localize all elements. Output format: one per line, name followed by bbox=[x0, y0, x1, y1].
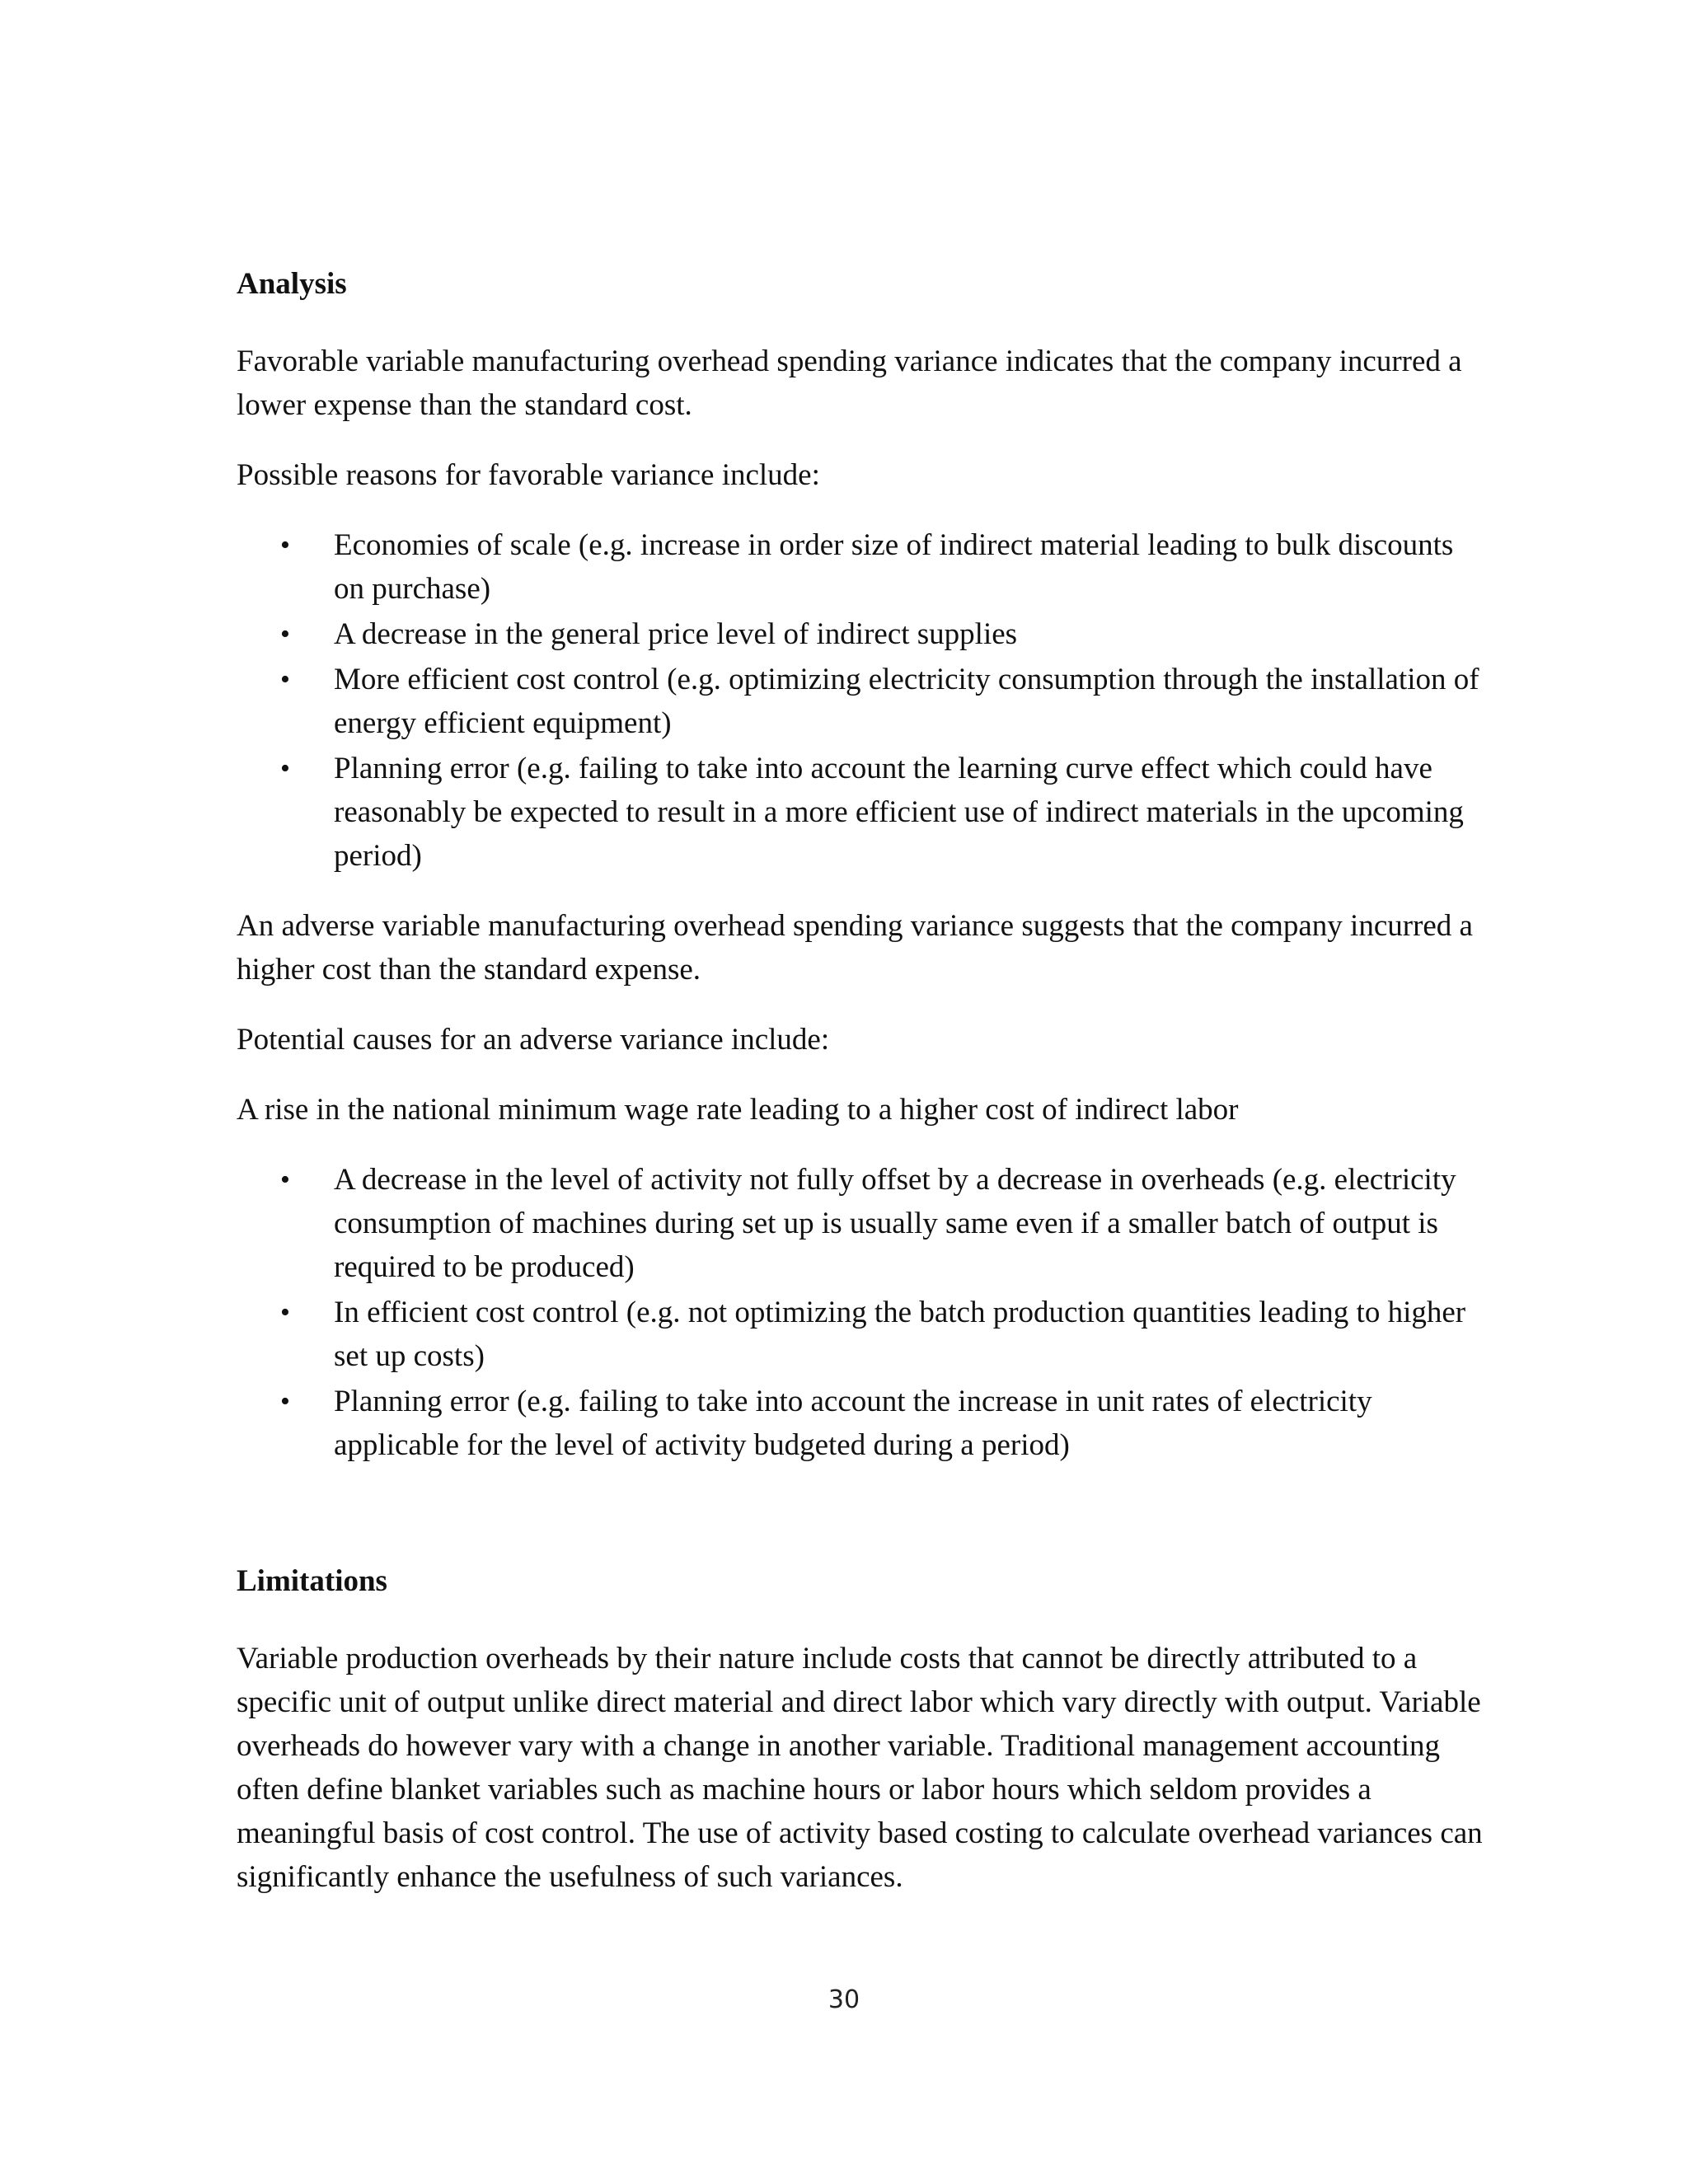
list-item-text: Planning error (e.g. failing to take into account the increase in unit rates of electricity applicable for the level of activity budgeted during a period) bbox=[334, 1385, 1372, 1462]
list-item bbox=[280, 612, 1489, 656]
page-number: 30 bbox=[828, 1985, 860, 2014]
list-item-text: More efficient cost control (e.g. optimizing electricity consumption through the installation of energy efficient equipment) bbox=[334, 663, 1479, 740]
bullet-icon: • bbox=[280, 1386, 290, 1417]
list-item-text: In efficient cost control (e.g. not optimizing the batch production quantities leading to higher set up costs) bbox=[334, 1296, 1466, 1373]
page-content bbox=[237, 262, 1489, 1925]
bullet-icon: • bbox=[280, 664, 290, 695]
list-item bbox=[280, 1291, 1489, 1378]
adverse-reason-wage-rate: A rise in the national minimum wage rate leading to a higher cost of indirect labor bbox=[237, 1093, 1239, 1127]
analysis-paragraph-adverse: An adverse variable manufacturing overhead spending variance suggests that the company incurred a higher cost than the standard expense. bbox=[237, 909, 1473, 987]
bullet-icon: • bbox=[280, 530, 290, 560]
section-spacer bbox=[237, 1493, 1489, 1559]
limitations-paragraph: Variable production overheads by their nature include costs that cannot be directly attributed to a specific unit of output unlike direct material and direct labor which vary directly with output. Variable overheads do however vary with a change in another variable. Traditional management accounting often define blanket variables such as machine hours or labor hours which seldom provides a meaningful basis of cost control. The use of activity based costing to calculate overhead variances can significantly enhance the usefulness of such variances. bbox=[237, 1642, 1483, 1894]
bullet-icon: • bbox=[280, 619, 290, 649]
analysis-paragraph-favorable: Favorable variable manufacturing overhead spending variance indicates that the company incurred a lower expense than the standard cost. bbox=[237, 344, 1462, 422]
list-item-text: A decrease in the general price level of indirect supplies bbox=[334, 617, 1018, 651]
list-item bbox=[280, 1380, 1489, 1467]
analysis-heading: Analysis bbox=[237, 267, 347, 301]
limitations-heading: Limitations bbox=[237, 1564, 387, 1598]
list-item bbox=[280, 658, 1489, 745]
list-item-text: A decrease in the level of activity not fully offset by a decrease in overheads (e.g. electricity consumption of machines during set up is usually same even if a smaller batch of output is required to be produced) bbox=[334, 1163, 1456, 1284]
favorable-reasons-list bbox=[237, 523, 1489, 878]
favorable-reasons-intro: Possible reasons for favorable variance include: bbox=[237, 458, 820, 492]
adverse-reasons-intro: Potential causes for an adverse variance include: bbox=[237, 1023, 830, 1057]
list-item bbox=[280, 1158, 1489, 1289]
list-item-text: Economies of scale (e.g. increase in order size of indirect material leading to bulk discounts on purchase) bbox=[334, 528, 1454, 606]
bullet-icon: • bbox=[280, 753, 290, 784]
list-item bbox=[280, 747, 1489, 878]
bullet-icon: • bbox=[280, 1165, 290, 1195]
list-item bbox=[280, 523, 1489, 611]
adverse-reasons-list bbox=[237, 1158, 1489, 1467]
list-item-text: Planning error (e.g. failing to take into account the learning curve effect which could have reasonably be expected to result in a more efficient use of indirect materials in the upcoming period) bbox=[334, 752, 1464, 873]
bullet-icon: • bbox=[280, 1297, 290, 1328]
